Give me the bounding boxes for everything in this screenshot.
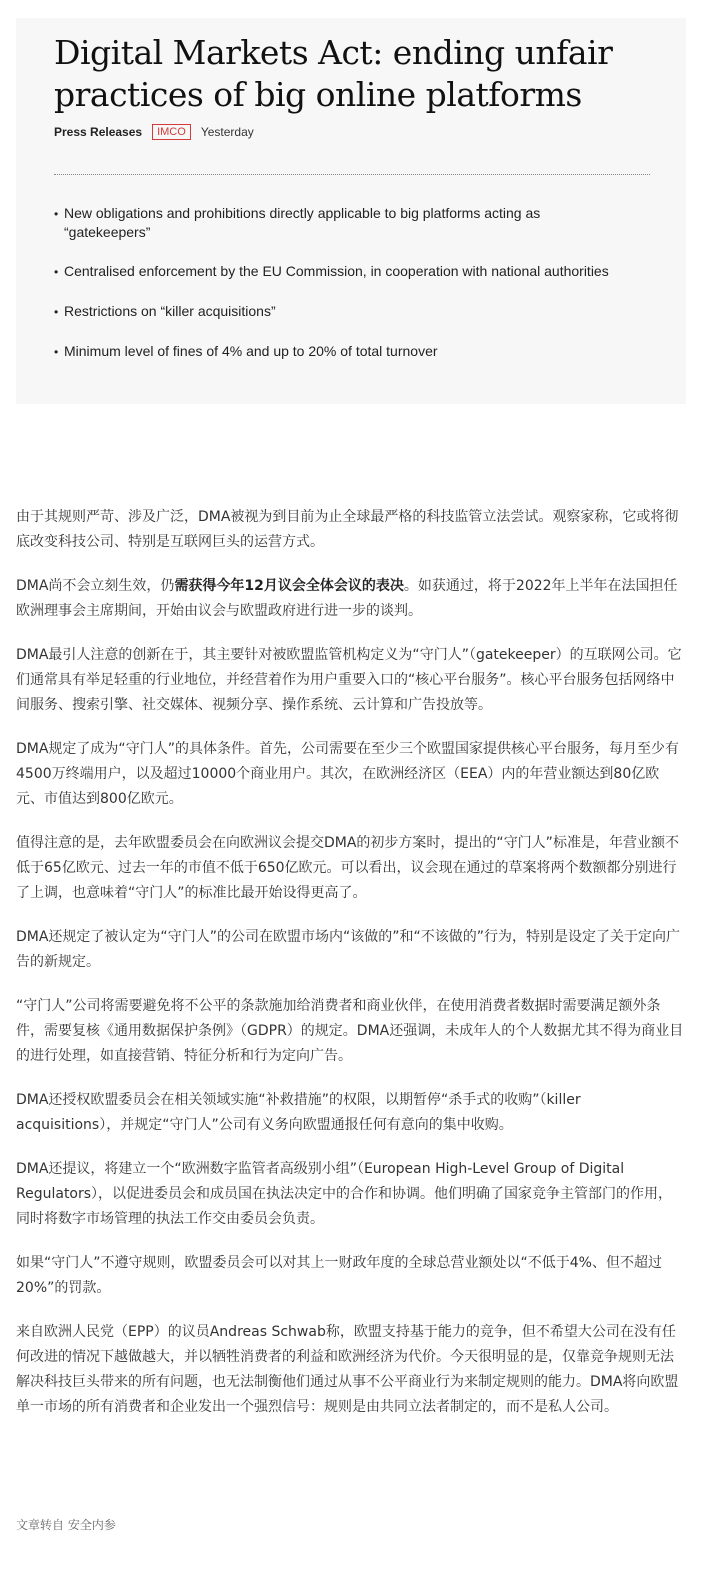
dotted-divider [54,174,650,175]
article-paragraph: 来自欧洲人民党（EPP）的议员Andreas Schwab称，欧盟支持基于能力的竞争，但不希望大公司在没有任何改进的情况下越做越大，并以牺牲消费者的利益和欧洲经济为代价。今天很明显的是，仅靠竞争规则无法解决科技巨头带来的所有问题，也无法制衡他们通过从事不公平商业行为来制定规则的能力。DMA将向欧盟单一市场的所有消费者和企业发出一个强烈信号：规则是由共同立法者制定的，而不是私人公司。 [16,1324,679,1415]
committee-tag[interactable]: IMCO [152,124,191,140]
key-point: • Minimum level of fines of 4% and up to 20% of total turnover [54,342,686,361]
press-release-card [16,18,686,404]
title-line-1: Digital Markets Act: ending unfair [54,33,613,72]
article-paragraph: DMA还授权欧盟委员会在相关领域实施“补救措施”的权限，以期暂停“杀手式的收购”（killer acquisitions），并规定“守门人”公司有义务向欧盟通报任何有意向的集中收购。 [16,1092,581,1133]
title-line-2: practices of big online platforms [54,75,582,114]
key-point: • Centralised enforcement by the EU Commission, in cooperation with national authorities [54,262,684,281]
bold-highlight: 需获得今年12月议会全体会议的表决 [174,578,404,594]
key-point: • New obligations and prohibitions directly applicable to big platforms acting as “gatekeepers” [54,204,604,242]
article-paragraph: 值得注意的是，去年欧盟委员会在向欧洲议会提交DMA的初步方案时，提出的“守门人”标准是，年营业额不低于65亿欧元、过去一年的市值不低于650亿欧元。可以看出，议会现在通过的草案将两个数额都分别进行了上调，也意味着“守门人”的标准比最开始设得更高了。 [16,835,679,901]
article-paragraph: DMA最引人注意的创新在于，其主要针对被欧盟监管机构定义为“守门人”（gatekeeper）的互联网公司。它们通常具有举足轻重的行业地位，并经营着作为用户重要入口的“核心平台服务”。核心平台服务包括网络中间服务、搜索引擎、社交媒体、视频分享、操作系统、云计算和广告投放等。 [16,647,682,713]
section-label[interactable]: Press Releases [54,125,143,139]
key-points-list [54,204,686,361]
key-point: • Restrictions on “killer acquisitions” [54,302,686,321]
publish-date: Yesterday [200,125,254,139]
article-paragraph: 由于其规则严苛、涉及广泛，DMA被视为到目前为止全球最严格的科技监管立法尝试。观察家称，它或将彻底改变科技公司、特别是互联网巨头的运营方式。 [16,509,679,550]
source-attribution: 文章转自 安全内参 [16,1518,116,1532]
article-paragraph: DMA还提议，将建立一个“欧洲数字监管者高级别小组”（European High-Level Group of Digital Regulators），以促进委员会和成员国在执法决定中的合作和协调。他们明确了国家竞争主管部门的作用，同时将数字市场管理的执法工作交由委员会负责。 [16,1161,673,1227]
paragraph-text: 。如获通过，将于2022年上半年在法国担任欧洲理事会主席期间，开始由议会与欧盟政府进行进一步的谈判。 [16,578,678,619]
article-paragraph [16,574,686,624]
article-paragraph: 如果“守门人”不遵守规则，欧盟委员会可以对其上一财政年度的全球总营业额处以“不低于4%、但不超过20%”的罚款。 [16,1255,662,1296]
press-meta [54,124,686,140]
article-paragraph: DMA还规定了被认定为“守门人”的公司在欧盟市场内“该做的”和“不该做的”行为，特别是设定了关于定向广告的新规定。 [16,929,680,970]
paragraph-text: DMA尚不会立刻生效，仍 [16,578,175,594]
press-release-title [54,32,686,116]
article-body [16,505,686,1439]
article-paragraph: “守门人”公司将需要避免将不公平的条款施加给消费者和商业伙伴，在使用消费者数据时需要满足额外条件，需要复核《通用数据保护条例》（GDPR）的规定。DMA还强调，未成年人的个人数据尤其不得为商业目的进行处理，如直接营销、特征分析和行为定向广告。 [16,998,684,1064]
article-paragraph: DMA规定了成为“守门人”的具体条件。首先，公司需要在至少三个欧盟国家提供核心平台服务，每月至少有4500万终端用户，以及超过10000个商业用户。其次，在欧洲经济区（EEA）内的年营业额达到80亿欧元、市值达到800亿欧元。 [16,741,679,807]
